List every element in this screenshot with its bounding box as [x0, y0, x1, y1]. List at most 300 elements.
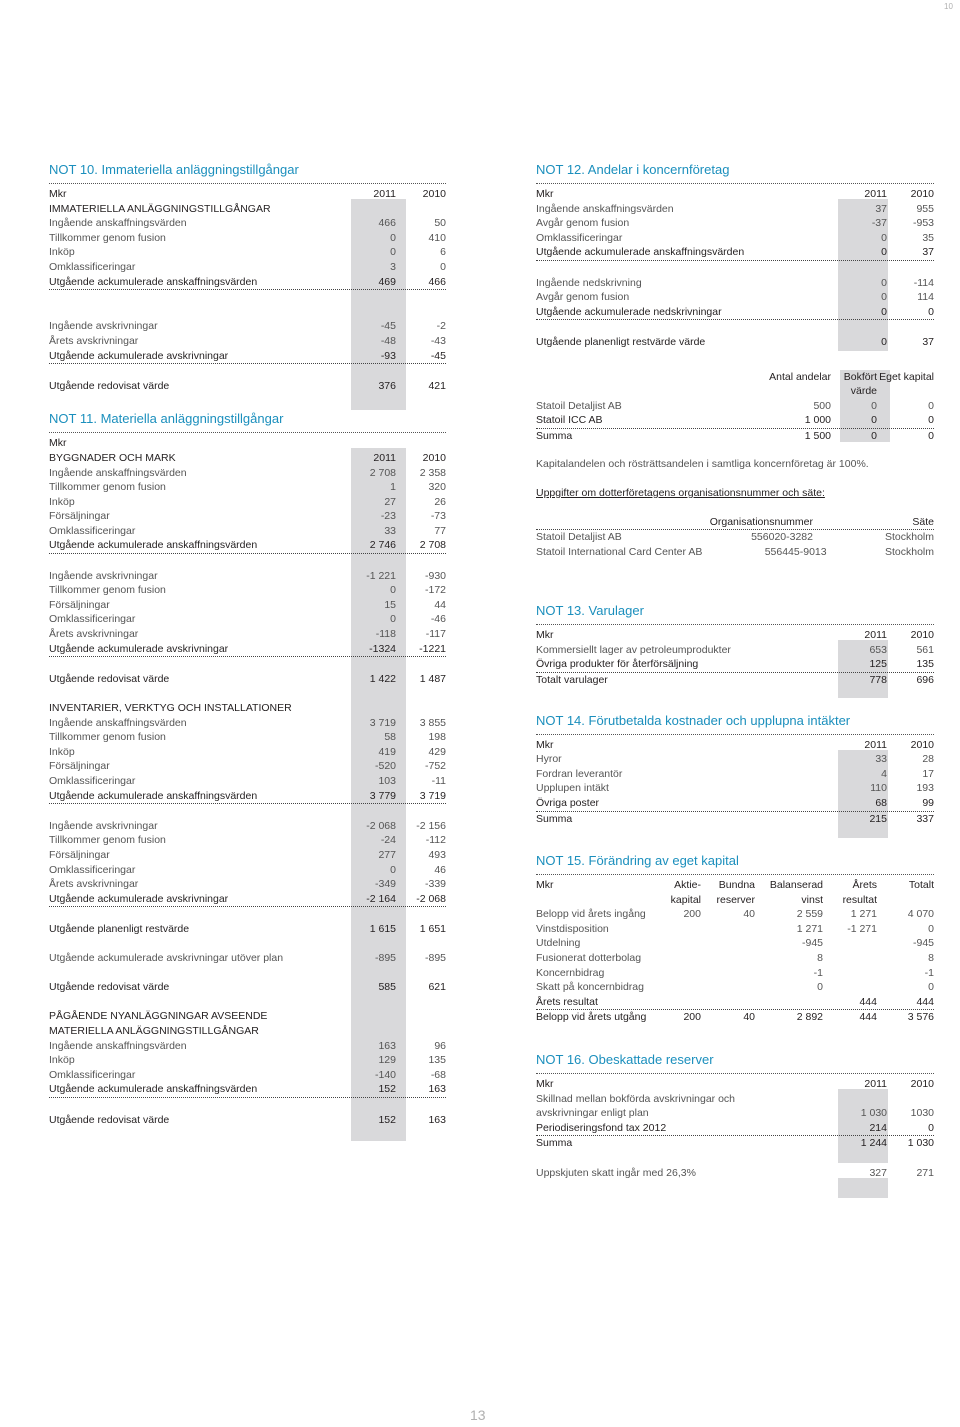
value-2011: 0: [390, 246, 396, 259]
table-row: [536, 429, 934, 444]
value-2011: [837, 1092, 887, 1107]
value-2010: 28: [922, 753, 934, 766]
value-2011: 110: [870, 782, 887, 795]
value-2010: 44: [434, 598, 446, 611]
row-label: Försäljningar: [49, 510, 110, 523]
value-2010: 6: [440, 246, 446, 259]
row-label: Summa: [536, 429, 573, 442]
value-2011: 2011: [864, 1077, 887, 1090]
value-2011: 0: [881, 231, 887, 244]
note-14-table: [536, 738, 934, 827]
table-row: [536, 643, 934, 658]
value-2010: 163: [428, 1083, 446, 1096]
value-2010: -2 156: [416, 819, 446, 832]
table-row: [536, 305, 934, 321]
row-label: Skatt på koncernbidrag: [536, 981, 644, 994]
table-row: [49, 877, 446, 892]
value-2011: 327: [869, 1166, 887, 1179]
value-2010: 561: [916, 643, 934, 656]
table-row: [49, 672, 446, 687]
value-2011: 2011: [373, 451, 396, 464]
table-row: [536, 1136, 934, 1151]
value-2010: -112: [425, 834, 446, 847]
row-label: Utgående planenligt restvärde värde: [536, 335, 706, 348]
cell-c2: 0: [871, 399, 877, 412]
table-row: [49, 863, 446, 878]
table-row: [536, 290, 934, 305]
row-label: Fusionerat dotterbolag: [536, 952, 642, 964]
row-label: BYGGNADER OCH MARK: [49, 451, 176, 464]
row-label: Utgående redovisat värde: [49, 379, 170, 392]
value-2011: 215: [869, 812, 887, 825]
row-label: Mkr: [536, 629, 554, 642]
row-label: Kommersiellt lager av petroleumprodukter: [536, 643, 731, 656]
value-2011: -93: [380, 349, 396, 362]
value-2010: 421: [428, 379, 446, 392]
value-2011: 466: [378, 217, 396, 230]
row-label: Ingående anskaffningsvärden: [49, 466, 187, 479]
right-column: [536, 162, 934, 1180]
value-2010: -11: [431, 774, 446, 787]
value-2011: 103: [378, 774, 396, 787]
table-row: [49, 1113, 446, 1128]
org-number: 556445-9013: [764, 545, 827, 558]
value-2010: 2010: [910, 1077, 934, 1090]
cell-c2: [701, 966, 755, 981]
value-2010: 466: [428, 275, 446, 288]
note-11-table: [49, 436, 446, 1127]
value-2011: 33: [384, 524, 396, 537]
table-row: [49, 319, 446, 334]
value-2010: 2010: [422, 188, 446, 200]
cell-c3: 0: [928, 429, 934, 442]
cell-c4: [823, 951, 877, 966]
value-2010: 37: [922, 246, 934, 259]
value-2011: -24: [380, 834, 396, 847]
cell-c5: -1: [924, 966, 934, 979]
cell-c2: 40: [743, 1011, 755, 1024]
row-label: Utgående ackumulerade avskrivningar utöver plan: [49, 952, 284, 965]
cell-c2: [701, 995, 755, 1010]
row-label: Övriga produkter för återförsäljning: [536, 658, 699, 671]
row-label: PÅGÅENDE NYANLÄGGNINGAR AVSEENDE: [49, 1010, 268, 1023]
seat: Stockholm: [884, 531, 934, 544]
table-row: [49, 569, 446, 584]
table-row: [536, 245, 934, 261]
row-label: Årets avskrivningar: [49, 334, 139, 347]
note-title: NOT 10. Immateriella anläggningstillgångar: [49, 162, 299, 177]
subsidiaries-header: Organisationsnummer Säte: [536, 515, 934, 531]
table-row: [536, 781, 934, 796]
table-row: [49, 612, 446, 627]
table-row: [49, 231, 446, 246]
row-label: Försäljningar: [49, 848, 110, 861]
value-2011: 0: [881, 291, 887, 304]
cell-c4: 444: [859, 1011, 877, 1024]
value-2010: -172: [424, 584, 446, 597]
row-label: Avgår genom fusion: [536, 291, 630, 304]
table-row: [49, 436, 446, 451]
table-row: [49, 774, 446, 789]
cell-c2: [701, 951, 755, 966]
value-2011: 3 779: [369, 789, 396, 802]
value-2010: -1221: [419, 642, 446, 655]
cell-c2: [701, 922, 755, 937]
value-2011: -2 068: [366, 819, 396, 832]
table-row: [49, 187, 446, 202]
row-label: Utgående ackumulerade anskaffningsvärden: [49, 789, 258, 802]
table-row: [49, 379, 446, 394]
cell-c2: 0: [871, 414, 877, 427]
row-label: Omklassificeringar: [49, 524, 136, 537]
value-2010: 135: [428, 1054, 446, 1067]
row-label: Utgående redovisat värde: [49, 672, 170, 685]
table-row: [49, 1039, 446, 1054]
value-2011: -140: [374, 1068, 396, 1081]
value-2010: 198: [428, 731, 446, 744]
row-label: IMMATERIELLA ANLÄGGNINGSTILLGÅNGAR: [49, 202, 271, 215]
value-2011: 3: [390, 260, 396, 273]
note-13-table: [536, 628, 934, 687]
value-2010: 99: [922, 797, 934, 810]
cell-c1: 1 500: [804, 429, 831, 442]
value-2011: 0: [390, 584, 396, 597]
row-label: Utgående ackumulerade avskrivningar: [49, 892, 229, 905]
row-label: Upplupen intäkt: [536, 782, 609, 795]
value-2011: -1 221: [366, 569, 396, 582]
table-row: [49, 745, 446, 760]
row-label: Utgående redovisat värde: [49, 1113, 170, 1126]
row-label: Årets avskrivningar: [49, 878, 139, 891]
row-label: Ingående avskrivningar: [49, 569, 158, 582]
value-2011: 4: [881, 767, 887, 780]
value-2010: 2010: [910, 188, 934, 200]
table-row: [536, 1092, 934, 1107]
table-row: [49, 583, 446, 598]
row-label: Tillkommer genom fusion: [49, 731, 166, 744]
table-row: [49, 701, 446, 716]
value-2011: 2011: [864, 738, 887, 751]
table-row: [49, 1082, 446, 1098]
value-2010: 2 358: [419, 466, 446, 479]
cell-c3: 0: [928, 414, 934, 427]
cell-c1: [651, 922, 701, 937]
table-row: [49, 480, 446, 495]
row-label: Tillkommer genom fusion: [49, 481, 166, 494]
row-label: Utgående ackumulerade nedskrivningar: [536, 305, 722, 318]
row-label: avskrivningar enligt plan: [536, 1107, 649, 1120]
row-label: Summa: [536, 1137, 573, 1150]
value-2011: [346, 1024, 396, 1039]
row-label: Utgående ackumulerade anskaffningsvärden: [536, 246, 745, 259]
table-row: [536, 922, 934, 937]
equity-table: [536, 907, 934, 1025]
table-row: [49, 833, 446, 848]
value-2010: 2010: [910, 629, 934, 642]
value-2011: 163: [378, 1039, 396, 1052]
value-2011: 2011: [864, 188, 887, 200]
row-label: Utgående ackumulerade anskaffningsvärden: [49, 1083, 258, 1096]
row-label: Ingående anskaffningsvärden: [49, 217, 187, 230]
value-2010: [396, 202, 446, 217]
table-row: [536, 767, 934, 782]
table-row: [536, 335, 934, 350]
value-2010: [396, 701, 446, 716]
note-16-table: [536, 1077, 934, 1180]
cell-c2: 0: [871, 429, 877, 442]
cell-c2: [701, 936, 755, 951]
table-row: [536, 399, 934, 414]
value-2011: -37: [871, 217, 887, 230]
row-label: Ingående avskrivningar: [49, 819, 158, 832]
value-2010: 3 855: [419, 716, 446, 729]
value-2011: 27: [384, 495, 396, 508]
cell-c5: 3 576: [907, 1011, 934, 1024]
row-label: Mkr: [536, 738, 554, 751]
cell-c1: 1 000: [804, 414, 831, 427]
value-2011: 68: [875, 797, 887, 810]
table-row: [49, 1024, 446, 1039]
row-label: Övriga poster: [536, 797, 600, 810]
table-row: [49, 980, 446, 995]
dotted-rule: [49, 432, 446, 433]
value-2010: -895: [424, 952, 446, 965]
spacer: [49, 305, 446, 320]
table-row: [536, 907, 934, 922]
value-2010: 193: [916, 782, 934, 795]
cell-c5: 8: [928, 952, 934, 964]
value-2011: -520: [374, 760, 396, 773]
value-2011: 15: [384, 598, 396, 611]
row-label: Fordran leverantör: [536, 767, 623, 780]
row-label: Uppskjuten skatt ingår med 26,3%: [536, 1166, 696, 1179]
note-title: NOT 11. Materiella anläggningstillgångar: [49, 411, 284, 427]
value-2010: 17: [922, 767, 934, 780]
org-number: 556020-3282: [751, 531, 813, 544]
note-16: [536, 1052, 934, 1180]
row-label: Ingående avskrivningar: [49, 320, 158, 333]
table-row: [49, 466, 446, 481]
table-row: [49, 789, 446, 805]
table-row: [49, 245, 446, 260]
value-2011: -349: [374, 878, 396, 891]
value-2011: 1 422: [369, 672, 396, 685]
cell-c1: [651, 936, 701, 951]
value-2010: -953: [912, 217, 934, 230]
table-row: [536, 1010, 934, 1025]
cell-c3: 1 271: [796, 922, 823, 935]
row-label: Ingående nedskrivning: [536, 276, 642, 289]
table-row: [536, 738, 934, 753]
cell-c1: [651, 995, 701, 1010]
value-2011: -1324: [369, 642, 396, 655]
value-2010: -752: [424, 760, 446, 773]
table-row: [536, 1106, 934, 1121]
cell-c1: 200: [683, 908, 701, 921]
row-label: Mkr: [49, 188, 67, 200]
value-2011: 376: [378, 379, 396, 392]
row-label: Omklassificeringar: [49, 613, 136, 626]
row-label: Vinstdisposition: [536, 922, 609, 935]
cell-c1: [651, 980, 701, 995]
table-row: [49, 260, 446, 275]
equity-header: Mkr Aktie-kapital Bundna reserver Balanserad vinst Årets resultat Totalt: [536, 879, 934, 906]
row-label: Tillkommer genom fusion: [49, 834, 166, 847]
dotted-rule: [536, 183, 934, 184]
spacer: [49, 364, 446, 379]
value-2010: -73: [430, 510, 446, 523]
table-row: [49, 716, 446, 731]
cell-c5: 0: [928, 922, 934, 935]
cell-c5: -945: [912, 937, 934, 950]
value-2011: 277: [378, 848, 396, 861]
table-row: [49, 495, 446, 510]
table-row: [49, 349, 446, 365]
table-row: [49, 627, 446, 642]
cell-c1: 200: [683, 1011, 701, 1024]
holdings-header: Antal andelar Bokfört värde Eget kapital: [769, 370, 934, 398]
value-2010: -339: [424, 878, 446, 891]
value-2011: 419: [378, 745, 396, 758]
seat: Stockholm: [884, 545, 934, 558]
value-2011: 2011: [864, 629, 887, 642]
row-label: Ingående anskaffningsvärden: [49, 716, 187, 729]
row-label: Årets avskrivningar: [49, 628, 139, 641]
value-2011: 0: [390, 613, 396, 626]
row-label: MATERIELLA ANLÄGGNINGSTILLGÅNGAR: [49, 1025, 259, 1038]
cell-c3: -1: [813, 966, 823, 979]
cell-c4: -1 271: [847, 922, 877, 935]
subsidiaries-table: [536, 530, 934, 559]
cell-c2: [701, 980, 755, 995]
value-2010: -68: [430, 1068, 446, 1081]
footnote: Kapitalandelen och rösträttsandelen i samtliga koncernföretag är 100%.: [536, 458, 869, 471]
value-2011: [346, 202, 396, 217]
note-title: NOT 14. Förutbetalda kostnader och upplupna intäkter: [536, 712, 851, 728]
value-2010: 955: [916, 202, 934, 215]
value-2011: 1 244: [860, 1137, 887, 1150]
value-2011: 37: [875, 202, 887, 215]
cell-c4: 444: [859, 995, 877, 1008]
row-label: Statoil Detaljist AB: [536, 531, 622, 544]
value-2011: -45: [380, 320, 396, 333]
cell-c4: [823, 936, 877, 951]
value-2010: 493: [428, 848, 446, 861]
cell-c3: 0: [928, 399, 934, 412]
table-row: [49, 524, 446, 539]
value-2011: 653: [869, 643, 887, 656]
row-label: Ingående anskaffningsvärden: [49, 1039, 187, 1052]
value-2011: [346, 436, 396, 451]
row-label: Hyror: [536, 753, 562, 766]
note-10-table: [49, 187, 446, 393]
row-label: Mkr: [536, 1077, 554, 1090]
table-row: [536, 231, 934, 246]
value-2010: 1 030: [907, 1137, 934, 1150]
value-2010: 96: [434, 1039, 446, 1052]
value-2011: 152: [378, 1083, 396, 1096]
value-2010: -114: [913, 276, 934, 289]
row-label: Tillkommer genom fusion: [49, 231, 166, 244]
value-2010: 429: [428, 745, 446, 758]
value-2010: [396, 1009, 446, 1024]
table-row: [49, 216, 446, 231]
table-row: [536, 995, 934, 1011]
highlight-column: [838, 1178, 888, 1198]
value-2011: 1 615: [369, 922, 396, 935]
cell-c1: [651, 951, 701, 966]
table-row: [536, 980, 934, 995]
row-label: Omklassificeringar: [49, 260, 136, 273]
cell-c3: [755, 995, 823, 1010]
note-10: [49, 162, 446, 393]
value-2010: 163: [428, 1113, 446, 1126]
value-2011: 0: [881, 305, 887, 318]
value-2011: 58: [384, 731, 396, 744]
row-label: Periodiseringsfond tax 2012: [536, 1121, 667, 1134]
cell-c3: 8: [817, 952, 823, 964]
row-label: Belopp vid årets ingång: [536, 908, 646, 921]
value-2010: 621: [428, 981, 446, 994]
value-2010: 271: [916, 1166, 934, 1179]
row-label: Inköp: [49, 1054, 75, 1067]
value-2010: -2: [436, 320, 446, 333]
note-12: [536, 162, 934, 559]
row-label: Inköp: [49, 246, 75, 259]
table-row: [49, 642, 446, 658]
row-label: Utgående planenligt restvärde: [49, 922, 190, 935]
value-2010: 26: [434, 495, 446, 508]
value-2011: 2 746: [369, 539, 396, 552]
dotted-rule: [536, 874, 934, 875]
table-row: [536, 187, 934, 202]
value-2011: -23: [380, 510, 396, 523]
table-row: [536, 413, 934, 429]
value-2010: 1 487: [419, 672, 446, 685]
note-14: [536, 713, 934, 827]
table-row: [49, 759, 446, 774]
value-2010: 0: [928, 305, 934, 318]
note-title: NOT 16. Obeskattade reserver: [536, 1051, 714, 1067]
row-label: Omklassificeringar: [49, 1068, 136, 1081]
subsidiaries-title: Uppgifter om dotterföretagens organisationsnummer och säte:: [536, 486, 825, 499]
table-row: [49, 730, 446, 745]
table-row: [536, 628, 934, 643]
table-row: [49, 1009, 446, 1024]
row-label: Utdelning: [536, 937, 581, 950]
table-row: [536, 796, 934, 812]
table-row: [536, 1121, 934, 1137]
row-label: Totalt varulager: [536, 674, 608, 687]
note-13: [536, 603, 934, 687]
table-row: [536, 951, 934, 966]
left-column: [49, 162, 446, 1127]
table-row: [536, 202, 934, 217]
table-row: [49, 538, 446, 554]
value-2010: 135: [916, 658, 934, 671]
value-2010: 114: [917, 291, 934, 304]
value-2011: -48: [380, 334, 396, 347]
dotted-rule: [536, 624, 934, 625]
value-2010: [396, 1024, 446, 1039]
value-2011: 778: [869, 674, 887, 687]
cell-c3: -945: [801, 937, 823, 950]
cell-c2: 40: [743, 908, 755, 921]
note-title: NOT 15. Förändring av eget kapital: [536, 853, 739, 869]
table-row: [49, 598, 446, 613]
value-2010: -930: [424, 569, 446, 582]
value-2011: 125: [869, 658, 887, 671]
